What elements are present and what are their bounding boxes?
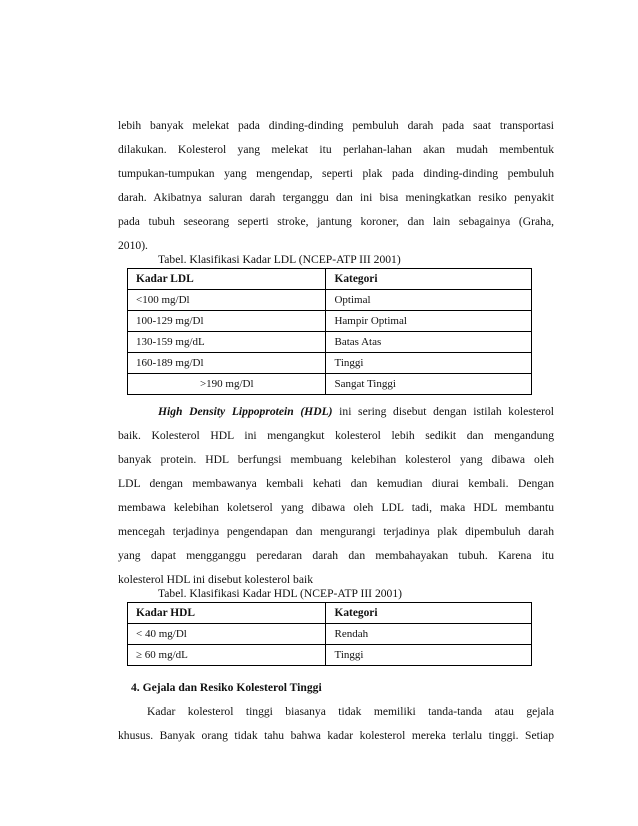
table-cell: Rendah <box>326 624 532 645</box>
table-hdl-caption: Tabel. Klasifikasi Kadar HDL (NCEP-ATP III 2001) <box>158 587 402 600</box>
table-cell: 100-129 mg/Dl <box>128 311 326 332</box>
table-row <box>128 624 532 645</box>
table-cell: Sangat Tinggi <box>326 374 532 395</box>
table-cell: Hampir Optimal <box>326 311 532 332</box>
table-cell: <100 mg/Dl <box>128 290 326 311</box>
paragraph-2-line-2: baik. Kolesterol HDL ini mengangkut kolesterol lebih sedikit dan mengandung <box>118 429 554 442</box>
paragraph-1-line-5: pada tubuh seseorang seperti stroke, jantung koroner, dan lain sebagainya (Graha, <box>118 215 554 228</box>
section-4-line-2: khusus. Banyak orang tidak tahu bahwa kadar kolesterol mereka terlalu tinggi. Setiap <box>118 729 554 742</box>
table-cell: Batas Atas <box>326 332 532 353</box>
table-header-row <box>128 603 532 624</box>
paragraph-1-line-4: darah. Akibatnya saluran darah terganggu dan ini bisa meningkatkan resiko penyakit <box>118 191 554 204</box>
hdl-term: High Density Lippoprotein (HDL) <box>158 405 333 418</box>
table-ldl <box>127 268 532 395</box>
table-header-cell: Kategori <box>326 269 532 290</box>
table-row <box>128 353 532 374</box>
paragraph-2-line-6: mencegah terjadinya pengendapan dan mengurangi terjadinya plak dipembuluh darah <box>118 525 554 538</box>
table-ldl-caption: Tabel. Klasifikasi Kadar LDL (NCEP-ATP III 2001) <box>158 253 401 266</box>
table-cell: 160-189 mg/Dl <box>128 353 326 374</box>
paragraph-1-line-6: 2010). <box>118 239 148 252</box>
table-header-cell: Kategori <box>326 603 532 624</box>
paragraph-2-line-1 <box>158 405 554 419</box>
table-header-cell: Kadar HDL <box>128 603 326 624</box>
paragraph-2-line-3: banyak protein. HDL berfungsi membuang kelebihan kolesterol yang dibawa oleh <box>118 453 554 466</box>
table-row <box>128 332 532 353</box>
paragraph-2-line-8: kolesterol HDL ini disebut kolesterol baik <box>118 573 314 586</box>
table-cell: ≥ 60 mg/dL <box>128 645 326 666</box>
paragraph-2-line-1-rest: ini sering disebut dengan istilah kolesterol <box>339 405 554 418</box>
paragraph-1-line-2: dilakukan. Kolesterol yang melekat itu perlahan-lahan akan mudah membentuk <box>118 143 554 156</box>
paragraph-2-line-5: membawa kelebihan koletserol yang dibawa oleh LDL tadi, maka HDL membantu <box>118 501 554 514</box>
table-cell: 130-159 mg/dL <box>128 332 326 353</box>
paragraph-2-line-4: LDL dengan membawanya kembali kehati dan kemudian diurai kembali. Dengan <box>118 477 554 490</box>
paragraph-2-line-7: yang dapat mengganggu peredaran darah dan membahayakan tubuh. Karena itu <box>118 549 554 562</box>
table-header-cell: Kadar LDL <box>128 269 326 290</box>
table-cell: < 40 mg/Dl <box>128 624 326 645</box>
table-row <box>128 645 532 666</box>
paragraph-1-line-3: tumpukan-tumpukan yang mengendap, seperti plak pada dinding-dinding pembuluh <box>118 167 554 180</box>
table-row <box>128 374 532 395</box>
table-cell: Tinggi <box>326 353 532 374</box>
table-row <box>128 311 532 332</box>
table-row <box>128 290 532 311</box>
table-header-row <box>128 269 532 290</box>
table-cell: Tinggi <box>326 645 532 666</box>
section-4-heading: 4. Gejala dan Resiko Kolesterol Tinggi <box>131 681 322 694</box>
table-hdl <box>127 602 532 666</box>
table-cell: Optimal <box>326 290 532 311</box>
section-4-line-1: Kadar kolesterol tinggi biasanya tidak memiliki tanda-tanda atau gejala <box>147 705 554 718</box>
paragraph-1-line-1: lebih banyak melekat pada dinding-dinding pembuluh darah pada saat transportasi <box>118 119 554 132</box>
table-cell: >190 mg/Dl <box>128 374 326 395</box>
